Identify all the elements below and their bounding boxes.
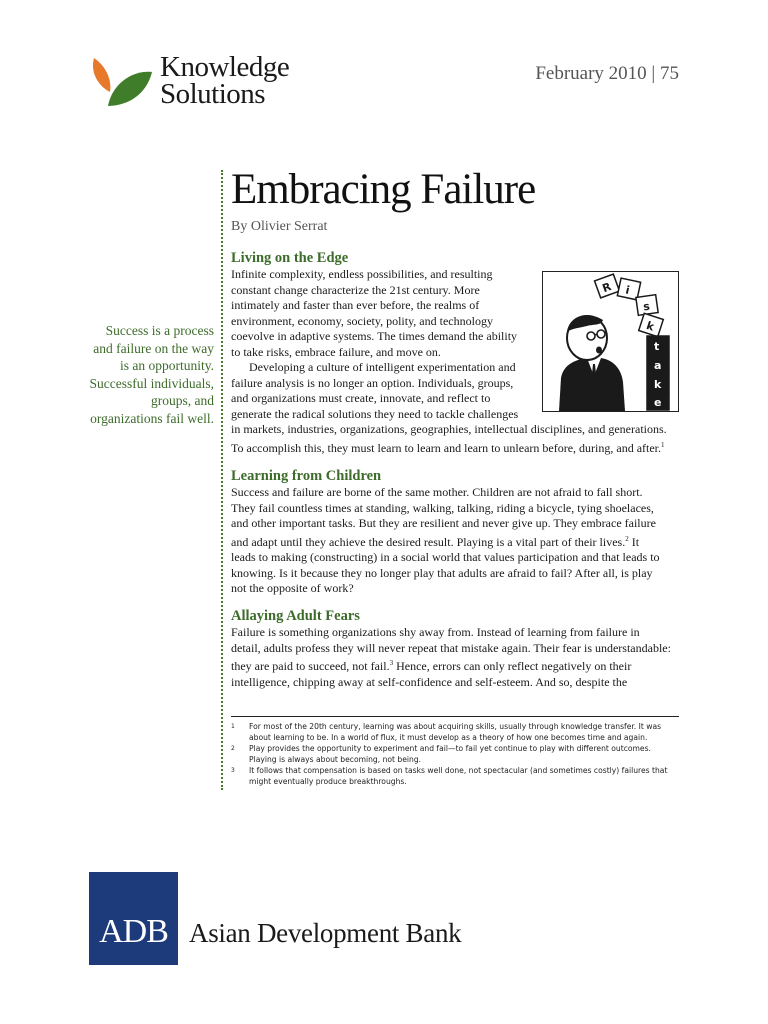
footnote xyxy=(231,722,679,743)
text-line: leads to making (constructing) in a social world that values participation and that leads to xyxy=(231,550,660,564)
text-line: coevolve in adaptive systems. The times demand the ability xyxy=(231,329,518,343)
section-heading-living-on-the-edge: Living on the Edge xyxy=(231,250,349,266)
text-line-content: It xyxy=(631,534,640,549)
issue-date: February 2010 | 75 xyxy=(535,63,679,84)
block-letter: a xyxy=(654,359,662,372)
text-line: and other important tasks. But they are resilient and never give up. They embrace failure xyxy=(231,516,656,530)
footnote-text: It follows that compensation is based on tasks well done, not spectacular (and sometimes costly) failures that might eventually produce breakthroughs. xyxy=(249,766,668,786)
text-line: and organizations must create, innovate, and reflect to xyxy=(231,391,491,405)
text-line-content: they are paid to succeed, not fail. xyxy=(231,659,390,673)
section-1-paragraph-a xyxy=(231,267,533,422)
block-letter: s xyxy=(642,299,651,314)
text-line: failure analysis is no longer an option. Individuals, groups, xyxy=(231,375,514,390)
logo-line-1: Knowledge xyxy=(160,51,290,83)
footnote-divider xyxy=(231,716,679,717)
text-line: They fail countless times at standing, walking, talking, riding a bicycle, tying shoelaces, xyxy=(231,500,654,515)
text-line: not the opposite of work? xyxy=(231,581,354,595)
organization-name: Asian Development Bank xyxy=(189,918,462,948)
section-1-paragraph-b xyxy=(231,422,679,456)
footnote xyxy=(231,744,679,765)
block-letter: k xyxy=(654,378,662,391)
text-line xyxy=(231,438,679,457)
leaf-icon xyxy=(88,54,158,112)
text-line: constant change characterize the 21st century. More xyxy=(231,282,480,297)
text-line: Infinite complexity, endless possibilities, and resulting xyxy=(231,267,493,281)
block-letter: t xyxy=(654,340,660,353)
adb-logo-text: ADB xyxy=(99,913,168,950)
risk-taker-illustration xyxy=(542,271,679,412)
logo-wordmark xyxy=(160,51,290,110)
footnotes xyxy=(231,722,679,788)
footnote-ref: 1 xyxy=(661,440,665,449)
section-2-paragraph xyxy=(231,485,679,597)
footnote-number: 1 xyxy=(231,723,235,730)
section-heading-allaying-adult-fears: Allaying Adult Fears xyxy=(231,608,360,624)
text-line: Success and failure are borne of the same mother. Children are not afraid to fall short. xyxy=(231,485,643,499)
footnote-number: 2 xyxy=(231,745,235,752)
text-line-content: and adapt until they achieve the desired result. Playing is a vital part of their lives. xyxy=(231,534,626,549)
footnote-ref: 3 xyxy=(389,659,394,667)
footnote-ref: 2 xyxy=(625,534,629,543)
text-line-content: Hence, errors can only reflect negatively on their xyxy=(396,659,632,673)
footnote-text: For most of the 20th century, learning was about acquiring skills, usually through knowledge transfer. It was about learning to be. In a world of flux, it must develop as a theory of how one becomes time and again. xyxy=(249,722,662,742)
section-3-paragraph xyxy=(231,625,679,690)
text-line: in markets, industries, organizations, geographies, intellectual disciplines, and generations. xyxy=(231,422,667,436)
text-line-content: To accomplish this, they must learn to learn and learn to unlearn before, during, and after. xyxy=(231,440,662,455)
text-line: intelligence, chipping away at self-confidence and self-esteem. And so, despite the xyxy=(231,674,628,689)
text-line: intimately and faster than ever before, the realms of xyxy=(231,298,480,312)
byline: By Olivier Serrat xyxy=(231,219,328,234)
text-line xyxy=(231,532,679,551)
text-line: Failure is something organizations shy away from. Instead of learning from failure in xyxy=(231,625,640,639)
text-line: knowing. Is it because they no longer play that adults are afraid to fail? After all, is play xyxy=(231,565,653,580)
block-letter: k xyxy=(644,319,656,334)
text-line: to take risks, embrace failure, and move on. xyxy=(231,344,441,359)
dotted-divider xyxy=(221,170,223,790)
footnote-text: Play provides the opportunity to experiment and fail—to fail yet continue to play with different outcomes. Playing is always about becoming, not being. xyxy=(249,744,651,764)
block-letter: R xyxy=(600,280,614,296)
article-title: Embracing Failure xyxy=(231,166,536,213)
pull-quote: Success is a process and failure on the way is an opportunity. Successful individuals, groups, and organizations fail well. xyxy=(89,323,214,426)
knowledge-solutions-logo xyxy=(88,51,328,114)
adb-logo xyxy=(89,872,178,965)
logo-line-2: Solutions xyxy=(160,78,266,110)
text-line: generate the radical solutions they need to tackle challenges xyxy=(231,406,519,421)
section-heading-learning-from-children: Learning from Children xyxy=(231,468,382,484)
block-letter: e xyxy=(654,396,662,409)
text-line: environment, economy, society, polity, and technology xyxy=(231,313,493,328)
text-line xyxy=(231,656,679,675)
footnote-number: 3 xyxy=(231,767,235,774)
text-line: detail, adults profess they will never repeat that mistake again. Their fear is understandable: xyxy=(231,640,671,655)
person-blocks-icon xyxy=(543,272,678,411)
text-line: Developing a culture of intelligent experimentation and xyxy=(249,360,516,374)
block-letter: i xyxy=(624,283,631,297)
footnote xyxy=(231,766,679,787)
